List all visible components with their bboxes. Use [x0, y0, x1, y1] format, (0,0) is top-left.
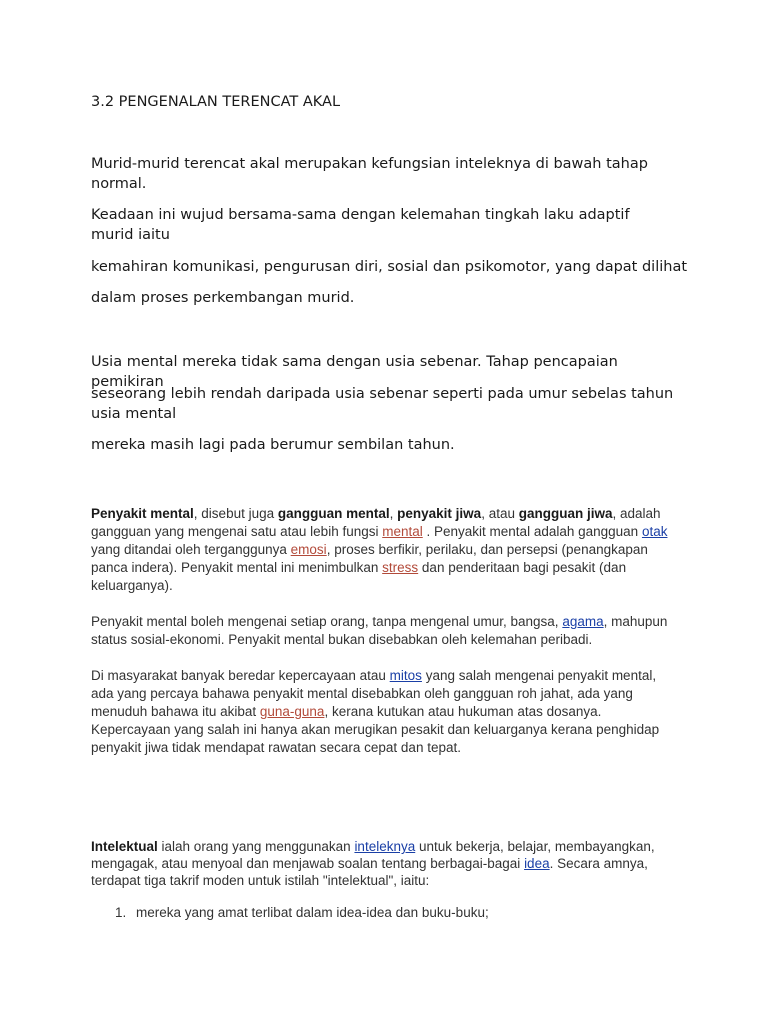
paragraph-achievement: seseorang lebih rendah daripada usia sebenar seperti pada umur sebelas tahun usia mental — [91, 386, 674, 422]
link-stress[interactable]: stress — [382, 560, 419, 575]
link-mental[interactable]: mental — [382, 524, 423, 539]
term-penyakit-jiwa: penyakit jiwa — [397, 506, 482, 521]
paragraph-nine-years: mereka masih lagi pada berumur sembilan tahun. — [91, 437, 455, 453]
paragraph-mental-age: Usia mental mereka tidak sama dengan usia sebenar. Tahap pencapaian pemikiran — [91, 354, 618, 390]
paragraph-myths: Di masyarakat banyak beredar kepercayaan atau mitos yang salah mengenai penyakit mental, ada yang percaya bahawa penyakit mental disebabkan oleh gangguan roh jahat, ada yang menuduh bahawa itu akibat guna-guna, kerana kutukan atau hukuman atas dosanya. Kepercayaan yang salah ini hanya akan merugikan pesakit dan keluarganya kerana penghidap penyakit jiwa tidak mendapat rawatan secara cepat dan tepat. — [91, 668, 660, 755]
paragraph-intro: Murid-murid terencat akal merupakan kefungsian inteleknya di bawah tahap normal. — [91, 156, 648, 192]
term-penyakit-mental: Penyakit mental — [91, 506, 194, 521]
list-item-number: 1. — [115, 905, 127, 920]
link-idea[interactable]: idea — [524, 856, 550, 871]
link-mitos[interactable]: mitos — [389, 668, 422, 683]
link-inteleknya[interactable]: inteleknya — [354, 839, 416, 854]
link-guna-guna[interactable]: guna-guna — [259, 704, 325, 719]
link-otak[interactable]: otak — [641, 524, 668, 539]
section-heading: 3.2 PENGENALAN TERENCAT AKAL — [91, 94, 341, 110]
term-intelektual: Intelektual — [91, 839, 158, 854]
link-emosi[interactable]: emosi — [290, 542, 327, 557]
paragraph-skills: kemahiran komunikasi, pengurusan diri, sosial dan psikomotor, yang dapat dilihat — [91, 259, 688, 275]
list-item-text: mereka yang amat terlibat dalam idea-idea dan buku-buku; — [136, 905, 489, 920]
paragraph-mental-illness: Penyakit mental, disebut juga gangguan mental, penyakit jiwa, atau gangguan jiwa, adalah gangguan yang mengenai satu atau lebih fungsi mental . Penyakit mental adalah gangguan otak yang ditandai oleh terganggunya emosi, proses berfikir, perilaku, dan persepsi (penangkapan panca indera). Penyakit mental ini menimbulkan stress dan penderitaan bagi pesakit (dan keluarganya). — [91, 506, 668, 593]
paragraph-intellectual: Intelektual ialah orang yang menggunakan inteleknya untuk bekerja, belajar, membayangkan, mengagak, atau menyoal dan menjawab soalan tentang berbagai-bagai idea. Secara amnya, terdapat tiga takrif moden untuk istilah "intelektual", iaitu: — [91, 839, 655, 888]
term-gangguan-mental: gangguan mental — [277, 506, 390, 521]
link-agama[interactable]: agama — [562, 614, 604, 629]
paragraph-anyone: Penyakit mental boleh mengenai setiap orang, tanpa mengenal umur, bangsa, agama, mahupun status sosial-ekonomi. Penyakit mental bukan disebabkan oleh kelemahan peribadi. — [91, 614, 668, 647]
paragraph-adaptive: Keadaan ini wujud bersama-sama dengan kelemahan tingkah laku adaptif murid iaitu — [91, 207, 630, 243]
term-gangguan-jiwa: gangguan jiwa — [518, 506, 613, 521]
paragraph-development: dalam proses perkembangan murid. — [91, 290, 355, 306]
